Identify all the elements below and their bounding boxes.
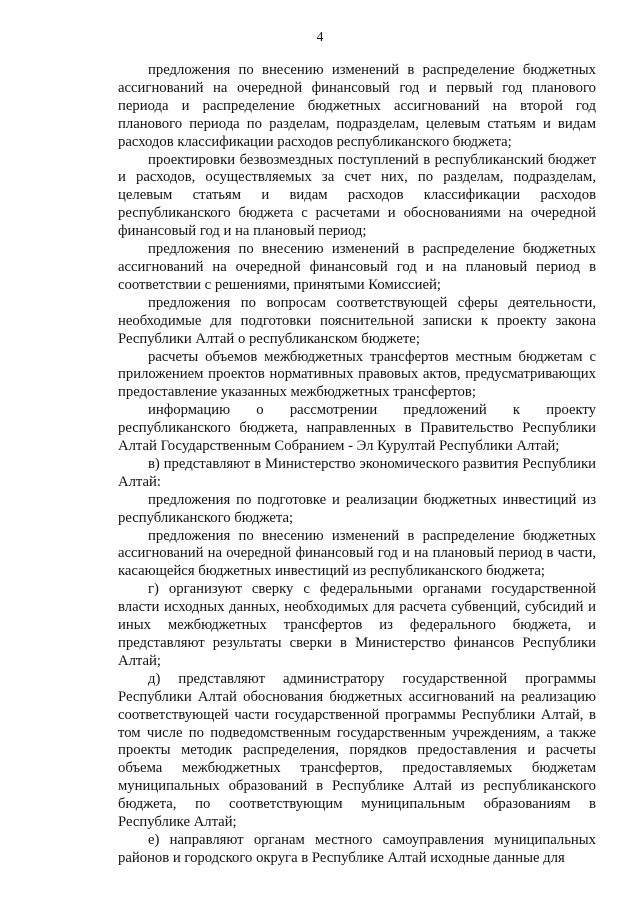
paragraph-item-v-economic-ministry: в) представляют в Министерство экономического развития Республики Алтай:	[118, 455, 596, 490]
page-number: 4	[316, 30, 324, 45]
paragraph-budget-investments-proposals: предложения по подготовке и реализации бюджетных инвестиций из республиканского бюджета;	[118, 491, 596, 526]
paragraph-investment-allocation-changes: предложения по внесению изменений в распределение бюджетных ассигнований на очередной финансовый год и на плановый период в части, касающейся бюджетных инвестиций из республиканского бюджета;	[118, 527, 596, 580]
paragraph-item-d-program-administrator: д) представляют администратору государственной программы Республики Алтай обоснования бюджетных ассигнований на реализацию соответствующей части государственной программы Республики Алтай, в том числе по подведомственным государственным учреждениям, а также проекты методик распределения, порядков предоставления и расчеты объема межбюджетных трансфертов, предоставляемых бюджетам муниципальных образований в Республике Алтай из республиканского бюджета, по соответствующим муниципальным образованиям в Республике Алтай;	[118, 670, 596, 831]
paragraph-item-e-local-self-government: е) направляют органам местного самоуправления муниципальных районов и городского округа в Республике Алтай исходные данные для	[118, 831, 596, 866]
paragraph-explanatory-note-proposals: предложения по вопросам соответствующей сферы деятельности, необходимые для подготовки пояснительной записки к проекту закона Республики Алтай о республиканском бюджете;	[118, 294, 596, 347]
paragraph-gratuitous-receipts-projections: проектировки безвозмездных поступлений в республиканский бюджет и расходов, осуществляемых за счет них, по разделам, подразделам, целевым статьям и видам расходов классификации расходов республиканского бюджета с расчетами и обоснованиями на очередной финансовый год и на плановый период;	[118, 151, 596, 240]
document-body	[118, 62, 596, 868]
paragraph-item-g-reconciliation: г) организуют сверку с федеральными органами государственной власти исходных данных, необходимых для расчета субвенций, субсидий и иных межбюджетных трансфертов из федерального бюджета, и представляют результаты сверки в Министерство финансов Республики Алтай;	[118, 581, 596, 669]
paragraph-state-assembly-proposals-info: информацию о рассмотрении предложений к проекту республиканского бюджета, направленных в Правительство Республики Алтай Государственным Собранием - Эл Курултай Республики Алтай;	[118, 402, 596, 455]
paragraph-interbudget-transfer-calculations: расчеты объемов межбюджетных трансфертов местным бюджетам с приложением проектов нормативных правовых актов, предусматривающих предоставление указанных межбюджетных трансфертов;	[118, 348, 596, 401]
paragraph-budget-allocation-changes-first-year: предложения по внесению изменений в распределение бюджетных ассигнований на очередной финансовый год и первый год планового периода и распределение бюджетных ассигнований на второй год планового периода по разделам, подразделам, целевым статьям и видам расходов классификации расходов республиканского бюджета;	[118, 62, 596, 150]
paragraph-allocation-changes-commission: предложения по внесению изменений в распределение бюджетных ассигнований на очередной финансовый год и на плановый период в соответствии с решениями, принятыми Комиссией;	[118, 241, 596, 293]
